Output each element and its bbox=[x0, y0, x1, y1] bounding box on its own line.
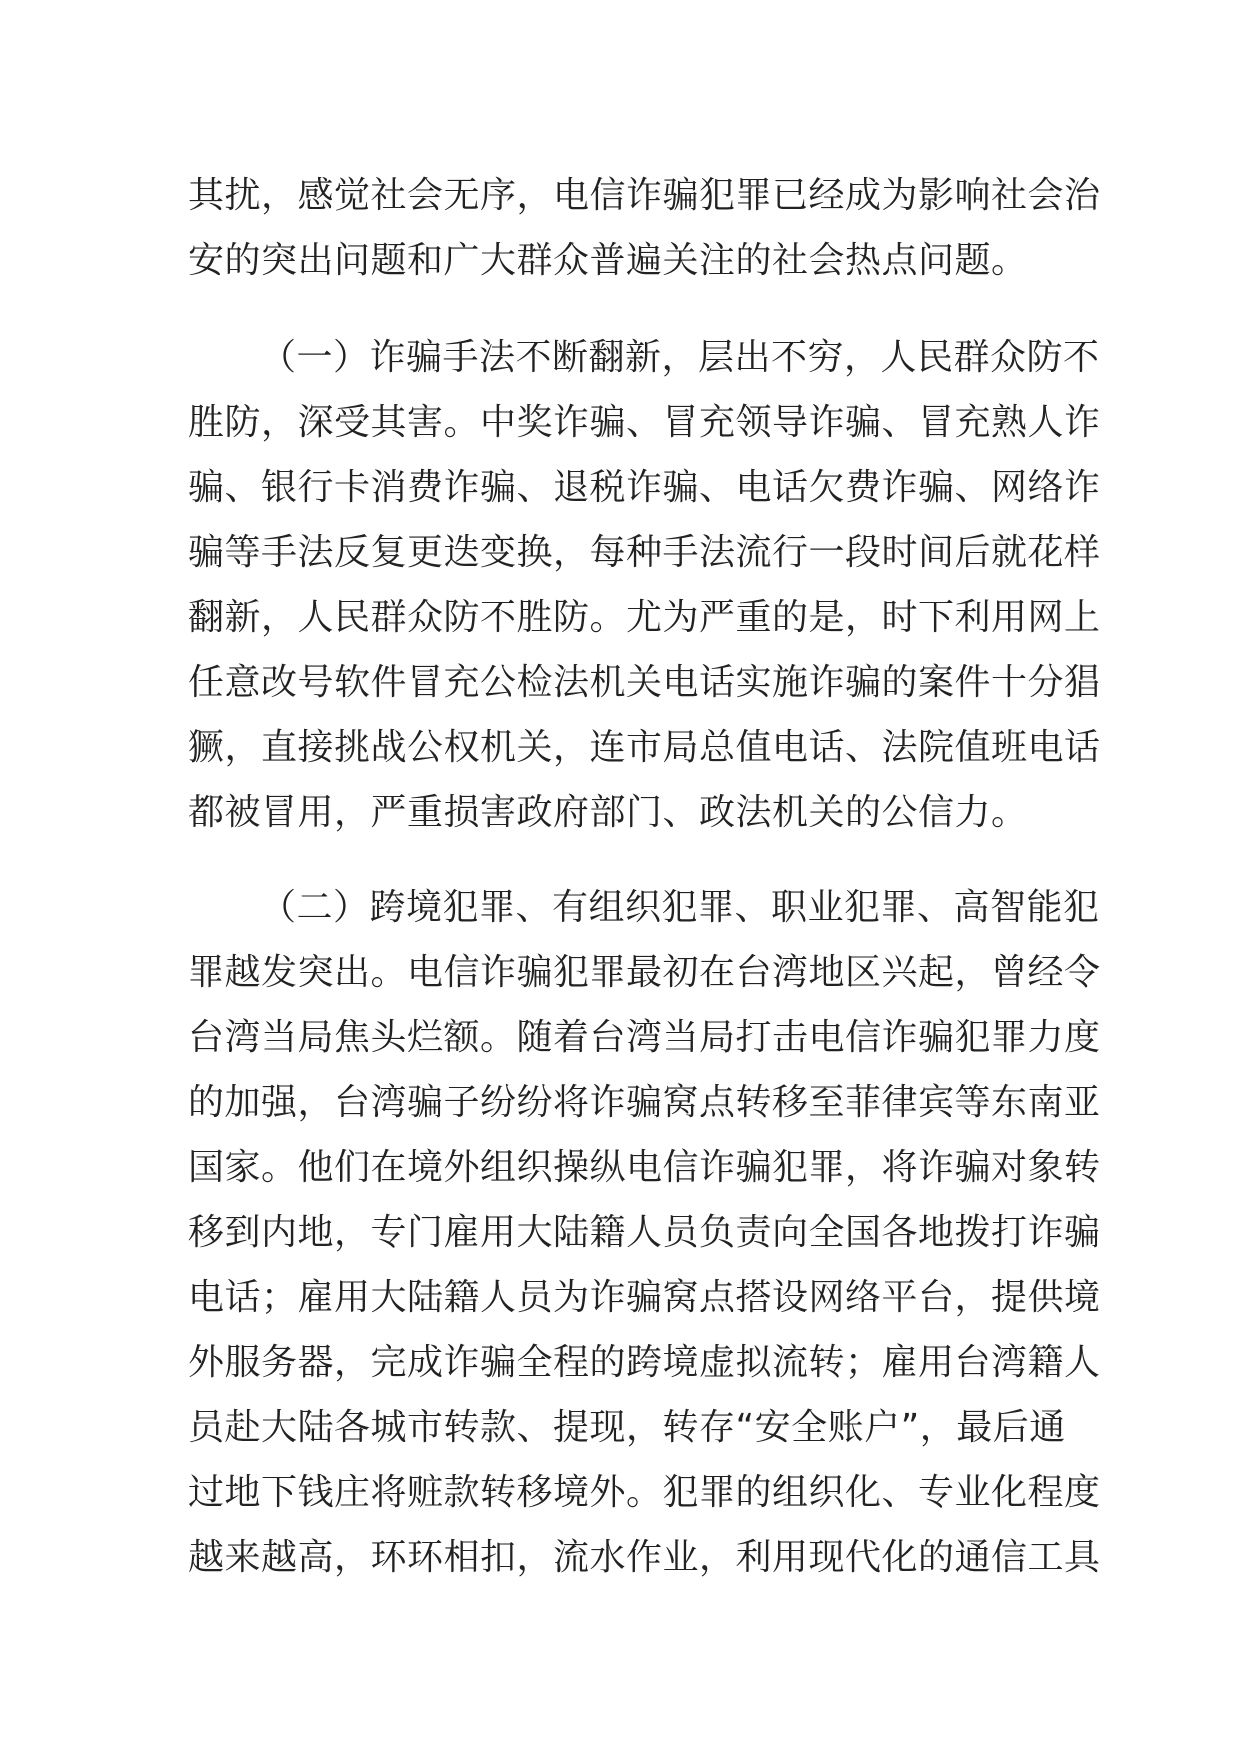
text-line: 都被冒用，严重损害政府部门、政法机关的公信力。 bbox=[188, 792, 1028, 833]
text-line: 骗、银行卡消费诈骗、退税诈骗、电话欠费诈骗、网络诈 bbox=[188, 467, 1101, 508]
paragraph bbox=[188, 163, 1101, 293]
text-line: 越来越高，环环相扣，流水作业，利用现代化的通信工具 bbox=[188, 1537, 1101, 1578]
text-line: 其扰，感觉社会无序，电信诈骗犯罪已经成为影响社会治 bbox=[188, 175, 1101, 216]
text-line: 台湾当局焦头烂额。随着台湾当局打击电信诈骗犯罪力度 bbox=[188, 1017, 1101, 1058]
text-line: 罪越发突出。电信诈骗犯罪最初在台湾地区兴起，曾经令 bbox=[188, 952, 1101, 993]
section-heading-line: （二）跨境犯罪、有组织犯罪、职业犯罪、高智能犯 bbox=[260, 887, 1100, 928]
text-line: 员赴大陆各城市转款、提现，转存“安全账户”，最后通 bbox=[188, 1407, 1066, 1448]
text-line: 电话；雇用大陆籍人员为诈骗窝点搭设网络平台，提供境 bbox=[188, 1277, 1101, 1318]
text-line: 任意改号软件冒充公检法机关电话实施诈骗的案件十分猖 bbox=[188, 662, 1101, 703]
paragraph-section-two bbox=[188, 875, 1101, 1590]
text-line: 翻新，人民群众防不胜防。尤为严重的是，时下利用网上 bbox=[188, 597, 1101, 638]
text-line: 过地下钱庄将赃款转移境外。犯罪的组织化、专业化程度 bbox=[188, 1472, 1101, 1513]
text-line: 獗，直接挑战公权机关，连市局总值电话、法院值班电话 bbox=[188, 727, 1101, 768]
text-line: 骗等手法反复更迭变换，每种手法流行一段时间后就花样 bbox=[188, 532, 1101, 573]
paragraph-section-one bbox=[188, 325, 1101, 845]
text-line: 外服务器，完成诈骗全程的跨境虚拟流转；雇用台湾籍人 bbox=[188, 1342, 1101, 1383]
text-line: 移到内地，专门雇用大陆籍人员负责向全国各地拨打诈骗 bbox=[188, 1212, 1101, 1253]
text-line: 的加强，台湾骗子纷纷将诈骗窝点转移至菲律宾等东南亚 bbox=[188, 1082, 1101, 1123]
text-line: 安的突出问题和广大群众普遍关注的社会热点问题。 bbox=[188, 240, 1028, 281]
section-heading-line: （一）诈骗手法不断翻新，层出不穷，人民群众防不 bbox=[260, 337, 1100, 378]
text-line: 胜防，深受其害。中奖诈骗、冒充领导诈骗、冒充熟人诈 bbox=[188, 402, 1101, 443]
text-line: 国家。他们在境外组织操纵电信诈骗犯罪，将诈骗对象转 bbox=[188, 1147, 1101, 1188]
